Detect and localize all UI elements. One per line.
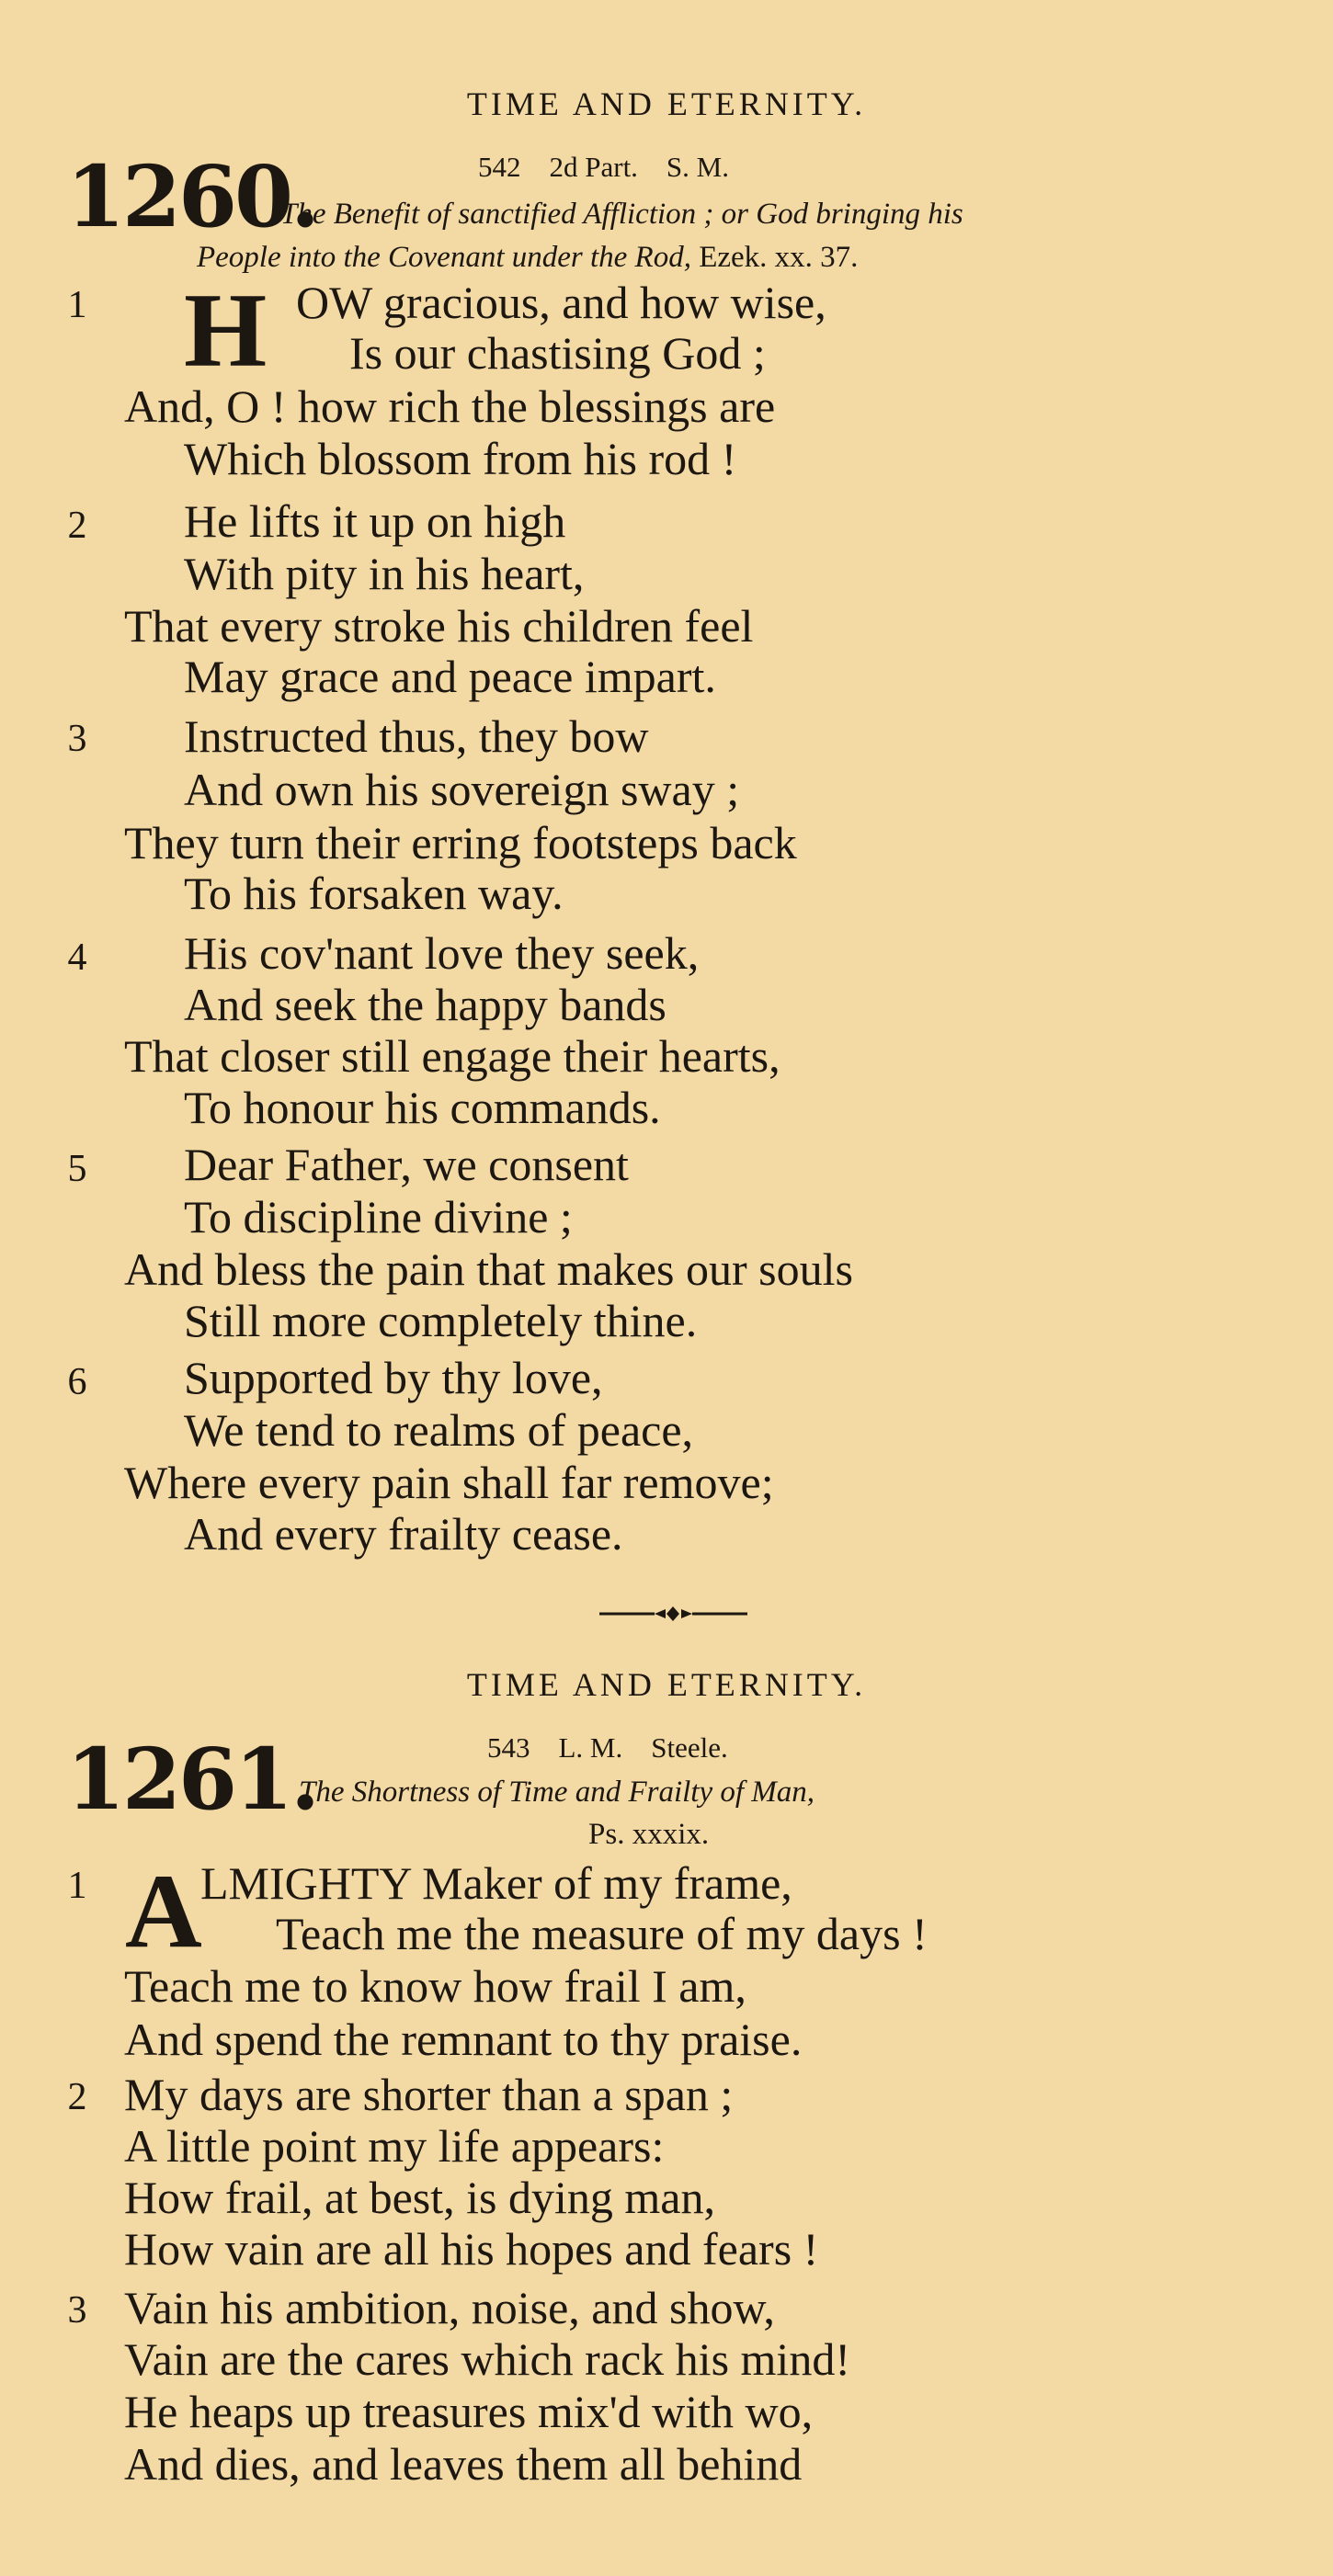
stanza-number: 5 [67, 1148, 87, 1190]
stanza-number: 2 [67, 2076, 87, 2118]
stanza-number: 1 [67, 284, 87, 326]
hymn-1260-subject [280, 198, 963, 232]
verse-line: Instructed thus, they bow [184, 710, 649, 762]
verse-line: Vain his ambition, noise, and show, [124, 2282, 775, 2333]
hymn-1261-dropcap: A [125, 1853, 202, 1970]
verse-line: May grace and peace impart. [184, 651, 716, 702]
hymn-1260-dropcap: H [184, 272, 268, 390]
verse-line: Still more completely thine. [184, 1295, 698, 1346]
verse-line: We tend to realms of peace, [184, 1404, 694, 1456]
verse-line: To honour his commands. [184, 1082, 661, 1133]
hymn-1261-scripture-ref: Ps. xxxix. [588, 1818, 710, 1851]
verse-line: My days are shorter than a span ; [124, 2069, 734, 2120]
verse-line: Is our chastising God ; [349, 327, 766, 379]
hymn-1260-scripture-ref: Ezek. xx. 37. [699, 241, 859, 274]
hymn-number-1261: 1261. [66, 1730, 318, 1829]
verse-line: He heaps up treasures mix'd with wo, [124, 2386, 814, 2437]
stanza-number: 3 [67, 718, 87, 760]
verse-line: And every frailty cease. [184, 1508, 623, 1560]
verse-line: Which blossom from his rod ! [184, 433, 737, 484]
running-head-top: TIME AND ETERNITY. [466, 85, 867, 122]
hymn-1260-subject-text-2: People into the Covenant under the Rod, [197, 241, 691, 274]
stanza-number: 6 [67, 1361, 87, 1403]
verse-line: How vain are all his hopes and fears ! [124, 2223, 819, 2275]
verse-line: LMIGHTY Maker of my frame, [200, 1857, 792, 1909]
verse-line: To his forsaken way. [184, 868, 564, 919]
stanza-number: 1 [67, 1865, 87, 1907]
verse-line: That every stroke his children feel [124, 600, 754, 652]
verse-line: And, O ! how rich the blessings are [124, 380, 776, 432]
hymn-1261-subject: The Shortness of Time and Frailty of Man, [299, 1776, 815, 1809]
ornament-divider [598, 1604, 749, 1624]
running-head-section: TIME AND ETERNITY. [466, 1666, 867, 1703]
verse-line: A little point my life appears: [124, 2120, 665, 2172]
verse-line: And bless the pain that makes our souls [124, 1243, 853, 1295]
verse-line: Teach me to know how frail I am, [124, 1960, 746, 2012]
hymn-1260-subject-text: The Benefit of sanctified Affliction ; or God bringing his [280, 198, 963, 231]
verse-line: Teach me the measure of my days ! [276, 1908, 928, 1959]
verse-line: Supported by thy love, [184, 1352, 603, 1403]
hymn-1260-meta: 542 2d Part. S. M. [478, 151, 729, 183]
hymn-number-1260: 1260. [66, 147, 318, 246]
verse-line: Where every pain shall far remove; [124, 1457, 774, 1508]
verse-line: And seek the happy bands [184, 979, 666, 1030]
verse-line: With pity in his heart, [184, 548, 585, 599]
verse-line: He lifts it up on high [184, 495, 566, 547]
verse-line: That closer still engage their hearts, [124, 1030, 780, 1082]
stanza-number: 2 [67, 505, 87, 547]
stanza-number: 4 [67, 936, 87, 979]
verse-line: How frail, at best, is dying man, [124, 2172, 715, 2223]
verse-line: And own his sovereign sway ; [184, 764, 740, 815]
verse-line: And dies, and leaves them all behind [124, 2438, 803, 2490]
hymn-1261-meta: 543 L. M. Steele. [487, 1731, 728, 1764]
stanza-number: 3 [67, 2289, 87, 2332]
verse-line: OW gracious, and how wise, [296, 277, 826, 328]
verse-line: Dear Father, we consent [184, 1139, 629, 1190]
hymn-1260-subject-line2 [197, 241, 858, 275]
verse-line: His cov'nant love they seek, [184, 927, 700, 979]
verse-line: And spend the remnant to thy praise. [124, 2014, 803, 2065]
verse-line: To discipline divine ; [184, 1191, 573, 1243]
verse-line: Vain are the cares which rack his mind! [124, 2333, 850, 2385]
verse-line: They turn their erring footsteps back [124, 817, 797, 868]
